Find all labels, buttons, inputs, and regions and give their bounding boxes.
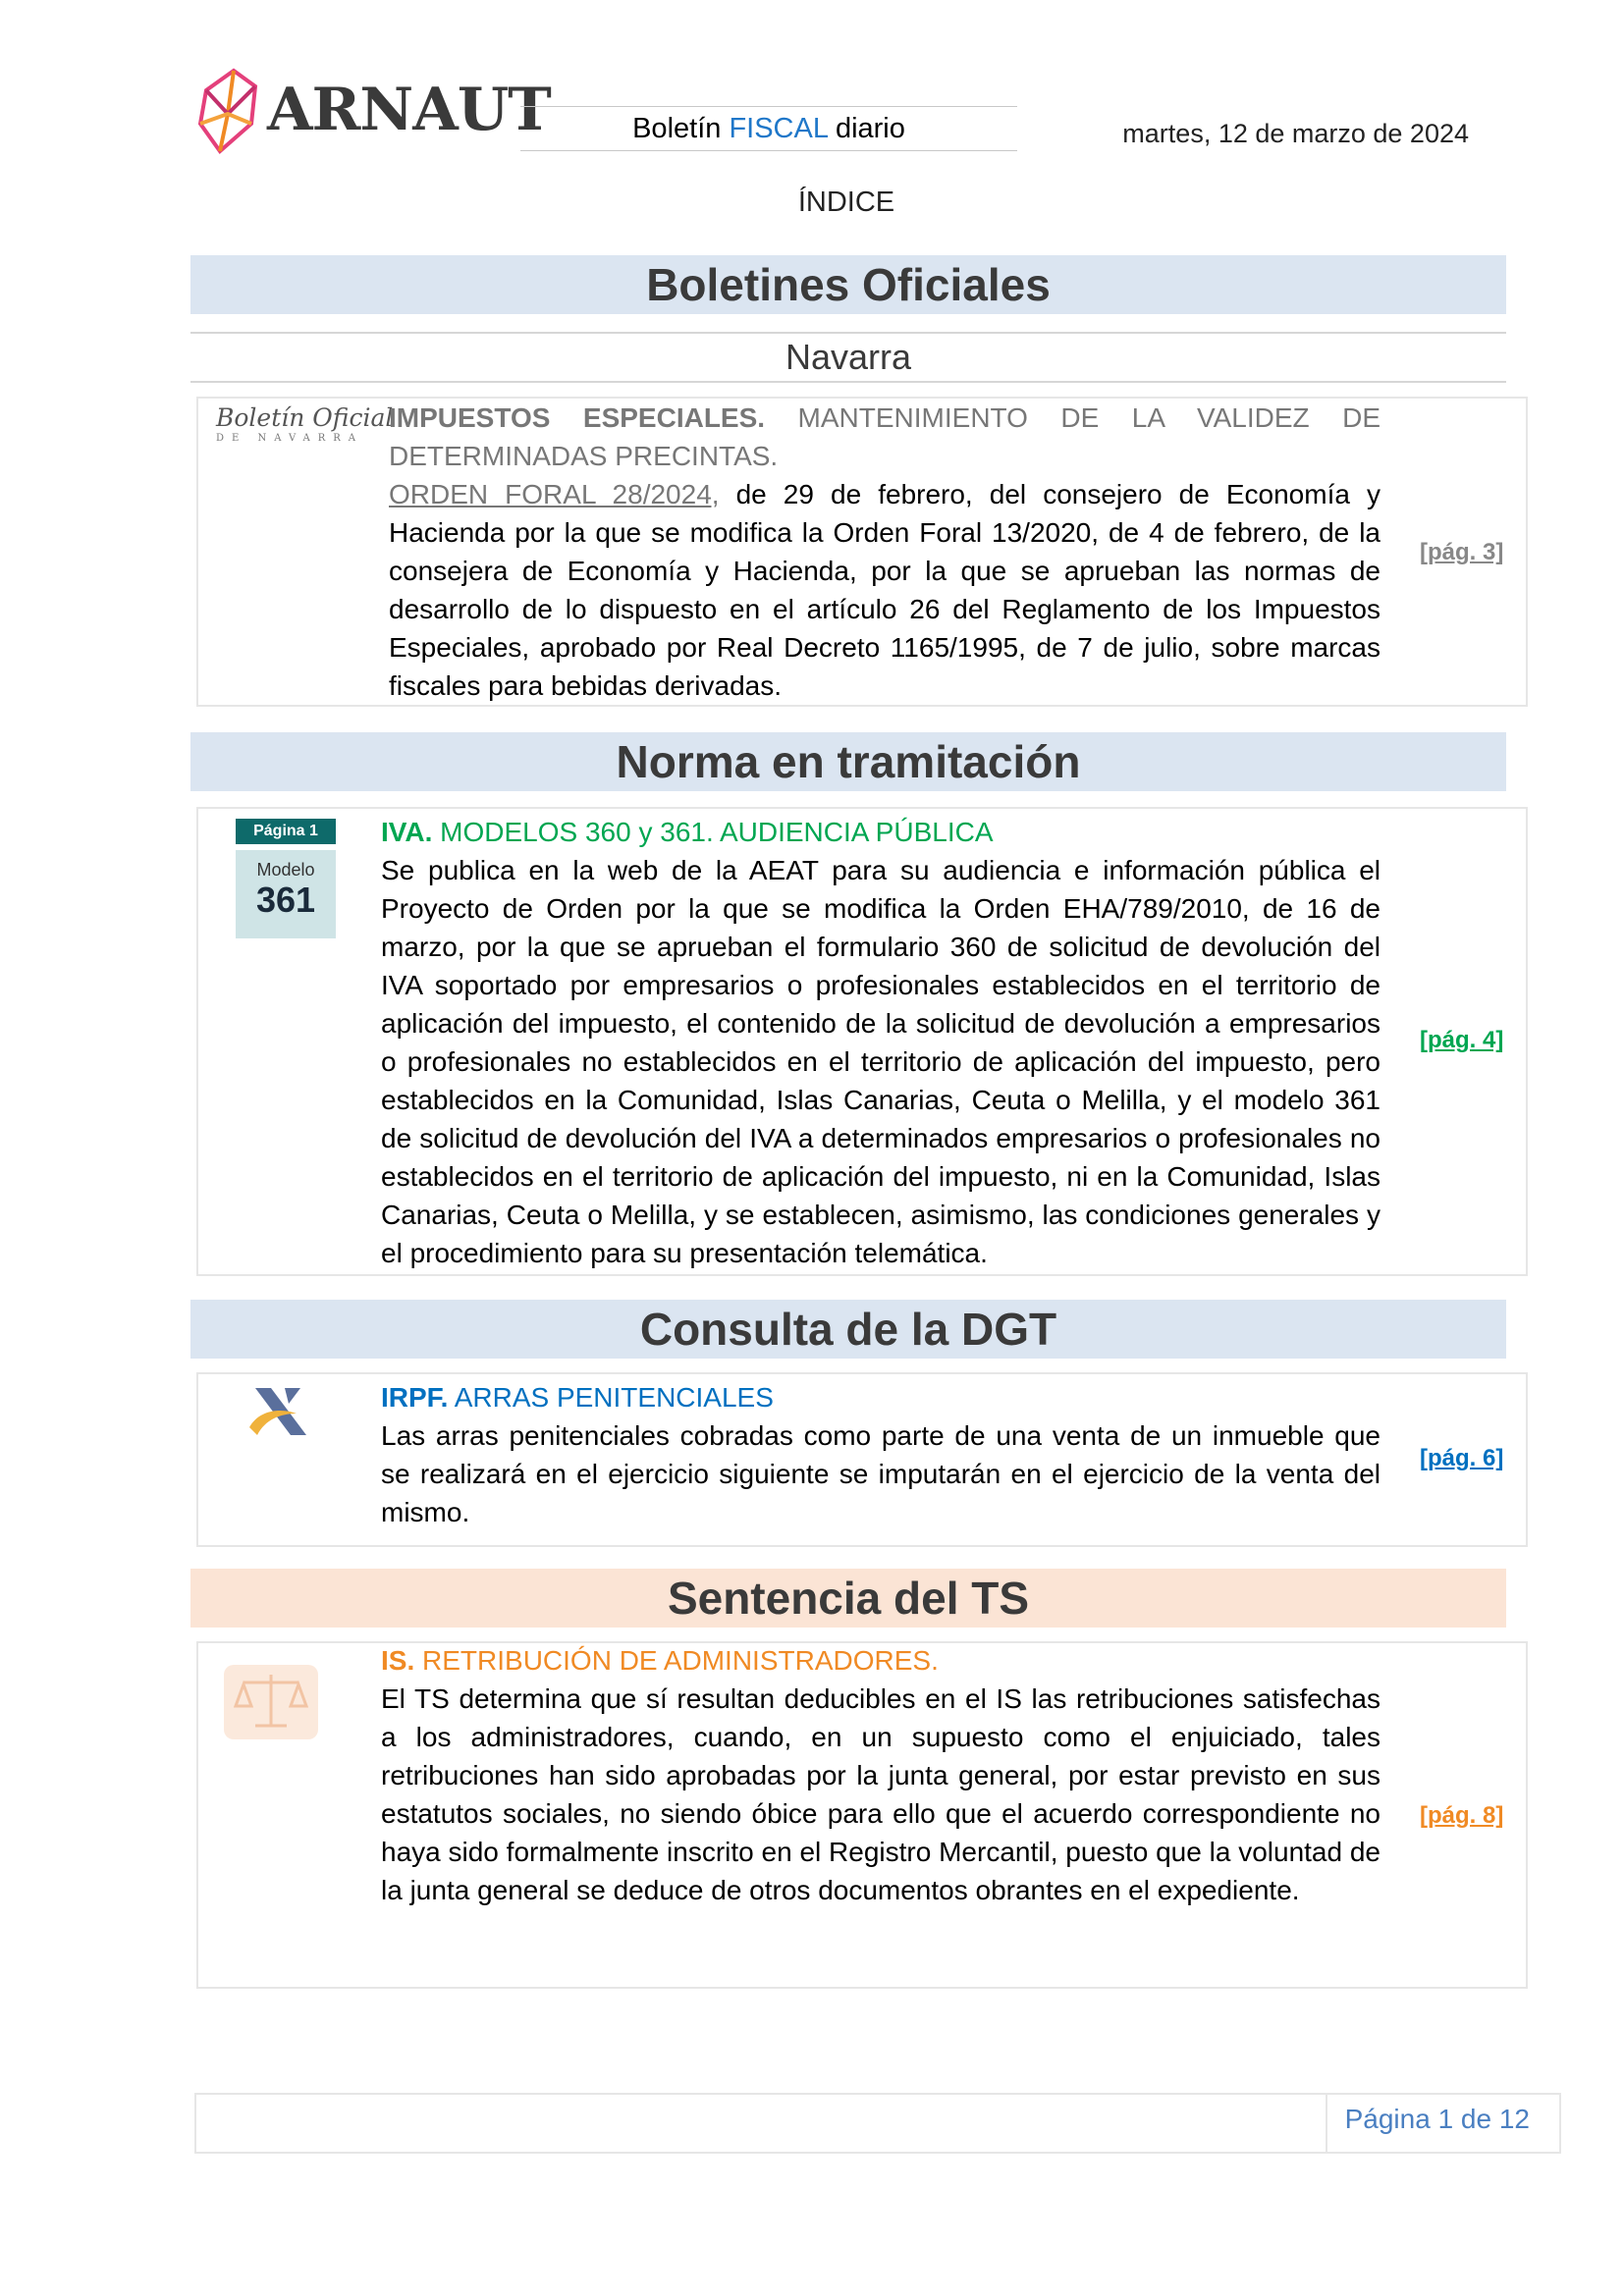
entry-irpf-arras [196, 1372, 1528, 1547]
page-ref-link[interactable]: [pág. 6] [1420, 1445, 1504, 1471]
brand-name: ARNAUT [267, 76, 551, 144]
bulletin-date: martes, 12 de marzo de 2024 [1122, 119, 1469, 148]
entry-text: IVA. MODELOS 360 y 361. AUDIENCIA PÚBLICA Se publica en la web de la AEAT para su audiencia e información pública el Proyecto de Orden por la que se modifica la Orden EHA/789/2010, de 16 de marzo, por la que se aprueban el formulario 360 de solicitud de devolución del IVA soportado por empresarios o profesionales establecidos en el territorio de aplicación del impuesto, el contenido de la solicitud de devolución a empresarios o profesionales no establecidos en el territorio de aplicación del impuesto, pero establecidos en la Comunidad, Islas Canarias, Ceuta o Melilla, y el modelo 361 de solicitud de devolución del IVA a determinados empresarios o profesionales no establecidos en el territorio de aplicación del impuesto, ni en la Comunidad, Islas Canarias, Ceuta o Melilla, y se establecen, asimismo, las condiciones generales y el procedimiento para su presentación telemática. [381, 817, 1380, 1268]
justice-scales-icon [222, 1663, 320, 1741]
page-ref-link[interactable]: [pág. 3] [1420, 539, 1504, 565]
entry-boletin-navarra [196, 397, 1528, 707]
orden-foral-link[interactable]: ORDEN FORAL 28/2024, [389, 479, 720, 509]
boletin-oficial-navarra-logo: Boletín Oficial DE NAVARRA [216, 403, 394, 444]
section-title-boletines: Boletines Oficiales [190, 255, 1506, 314]
entry-text: IS. RETRIBUCIÓN DE ADMINISTRADORES. El TS determina que sí resultan deducibles en el IS las retribuciones satisfechas a los administradores, cuando, en un supuesto como el enjuiciado, tales retribuciones han sido aprobadas por la junta general, por estar previsto en sus estatutos sociales, no siendo óbice para ello que el acuerdo correspondiente no haya sido formalmente inscrito en el Registro Mercantil, puesto que la voluntad de la junta general se deduce de otros documentos obrantes en el expediente. [381, 1645, 1380, 1905]
entry-text: IRPF. ARRAS PENITENCIALES Las arras penitenciales cobradas como parte de una venta de un inmueble que se realizará en el ejercicio siguiente se imputarán en el ejercicio de la venta del mismo. [381, 1382, 1380, 1527]
entry-text: IMPUESTOS ESPECIALES. MANTENIMIENTO DE LA VALIDEZ DE DETERMINADAS PRECINTAS. ORDEN FORAL 28/2024, de 29 de febrero, del consejero de Economía y Hacienda por la que se modifica la Orden Foral 13/2020, de 4 de febrero, de la consejera de Economía y Hacienda, por la que se aprueban las normas de desarrollo de lo dispuesto en el artículo 26 del Reglamento de los Impuestos Especiales, aprobado por Real Decreto 1165/1995, de 7 de julio, sobre marcas fiscales para bebidas derivadas. [389, 402, 1380, 701]
page-number: Página 1 de 12 [1344, 2104, 1530, 2134]
section-title-dgt: Consulta de la DGT [190, 1300, 1506, 1359]
entry-iva-modelos [196, 807, 1528, 1276]
entry-is-retribucion [196, 1641, 1528, 1989]
bulletin-title: Boletín FISCAL diario [520, 106, 1017, 151]
page-ref-link[interactable]: [pág. 8] [1420, 1802, 1504, 1829]
index-heading: ÍNDICE [797, 187, 895, 218]
footer-box [194, 2093, 1561, 2154]
section-title-norma: Norma en tramitación [190, 732, 1506, 791]
section-title-ts: Sentencia del TS [190, 1569, 1506, 1628]
section-subtitle-navarra: Navarra [190, 332, 1506, 383]
modelo-361-icon: Página 1 Modelo 361 [236, 819, 336, 940]
agencia-tributaria-icon [245, 1382, 314, 1441]
page-ref-link[interactable]: [pág. 4] [1420, 1027, 1504, 1053]
